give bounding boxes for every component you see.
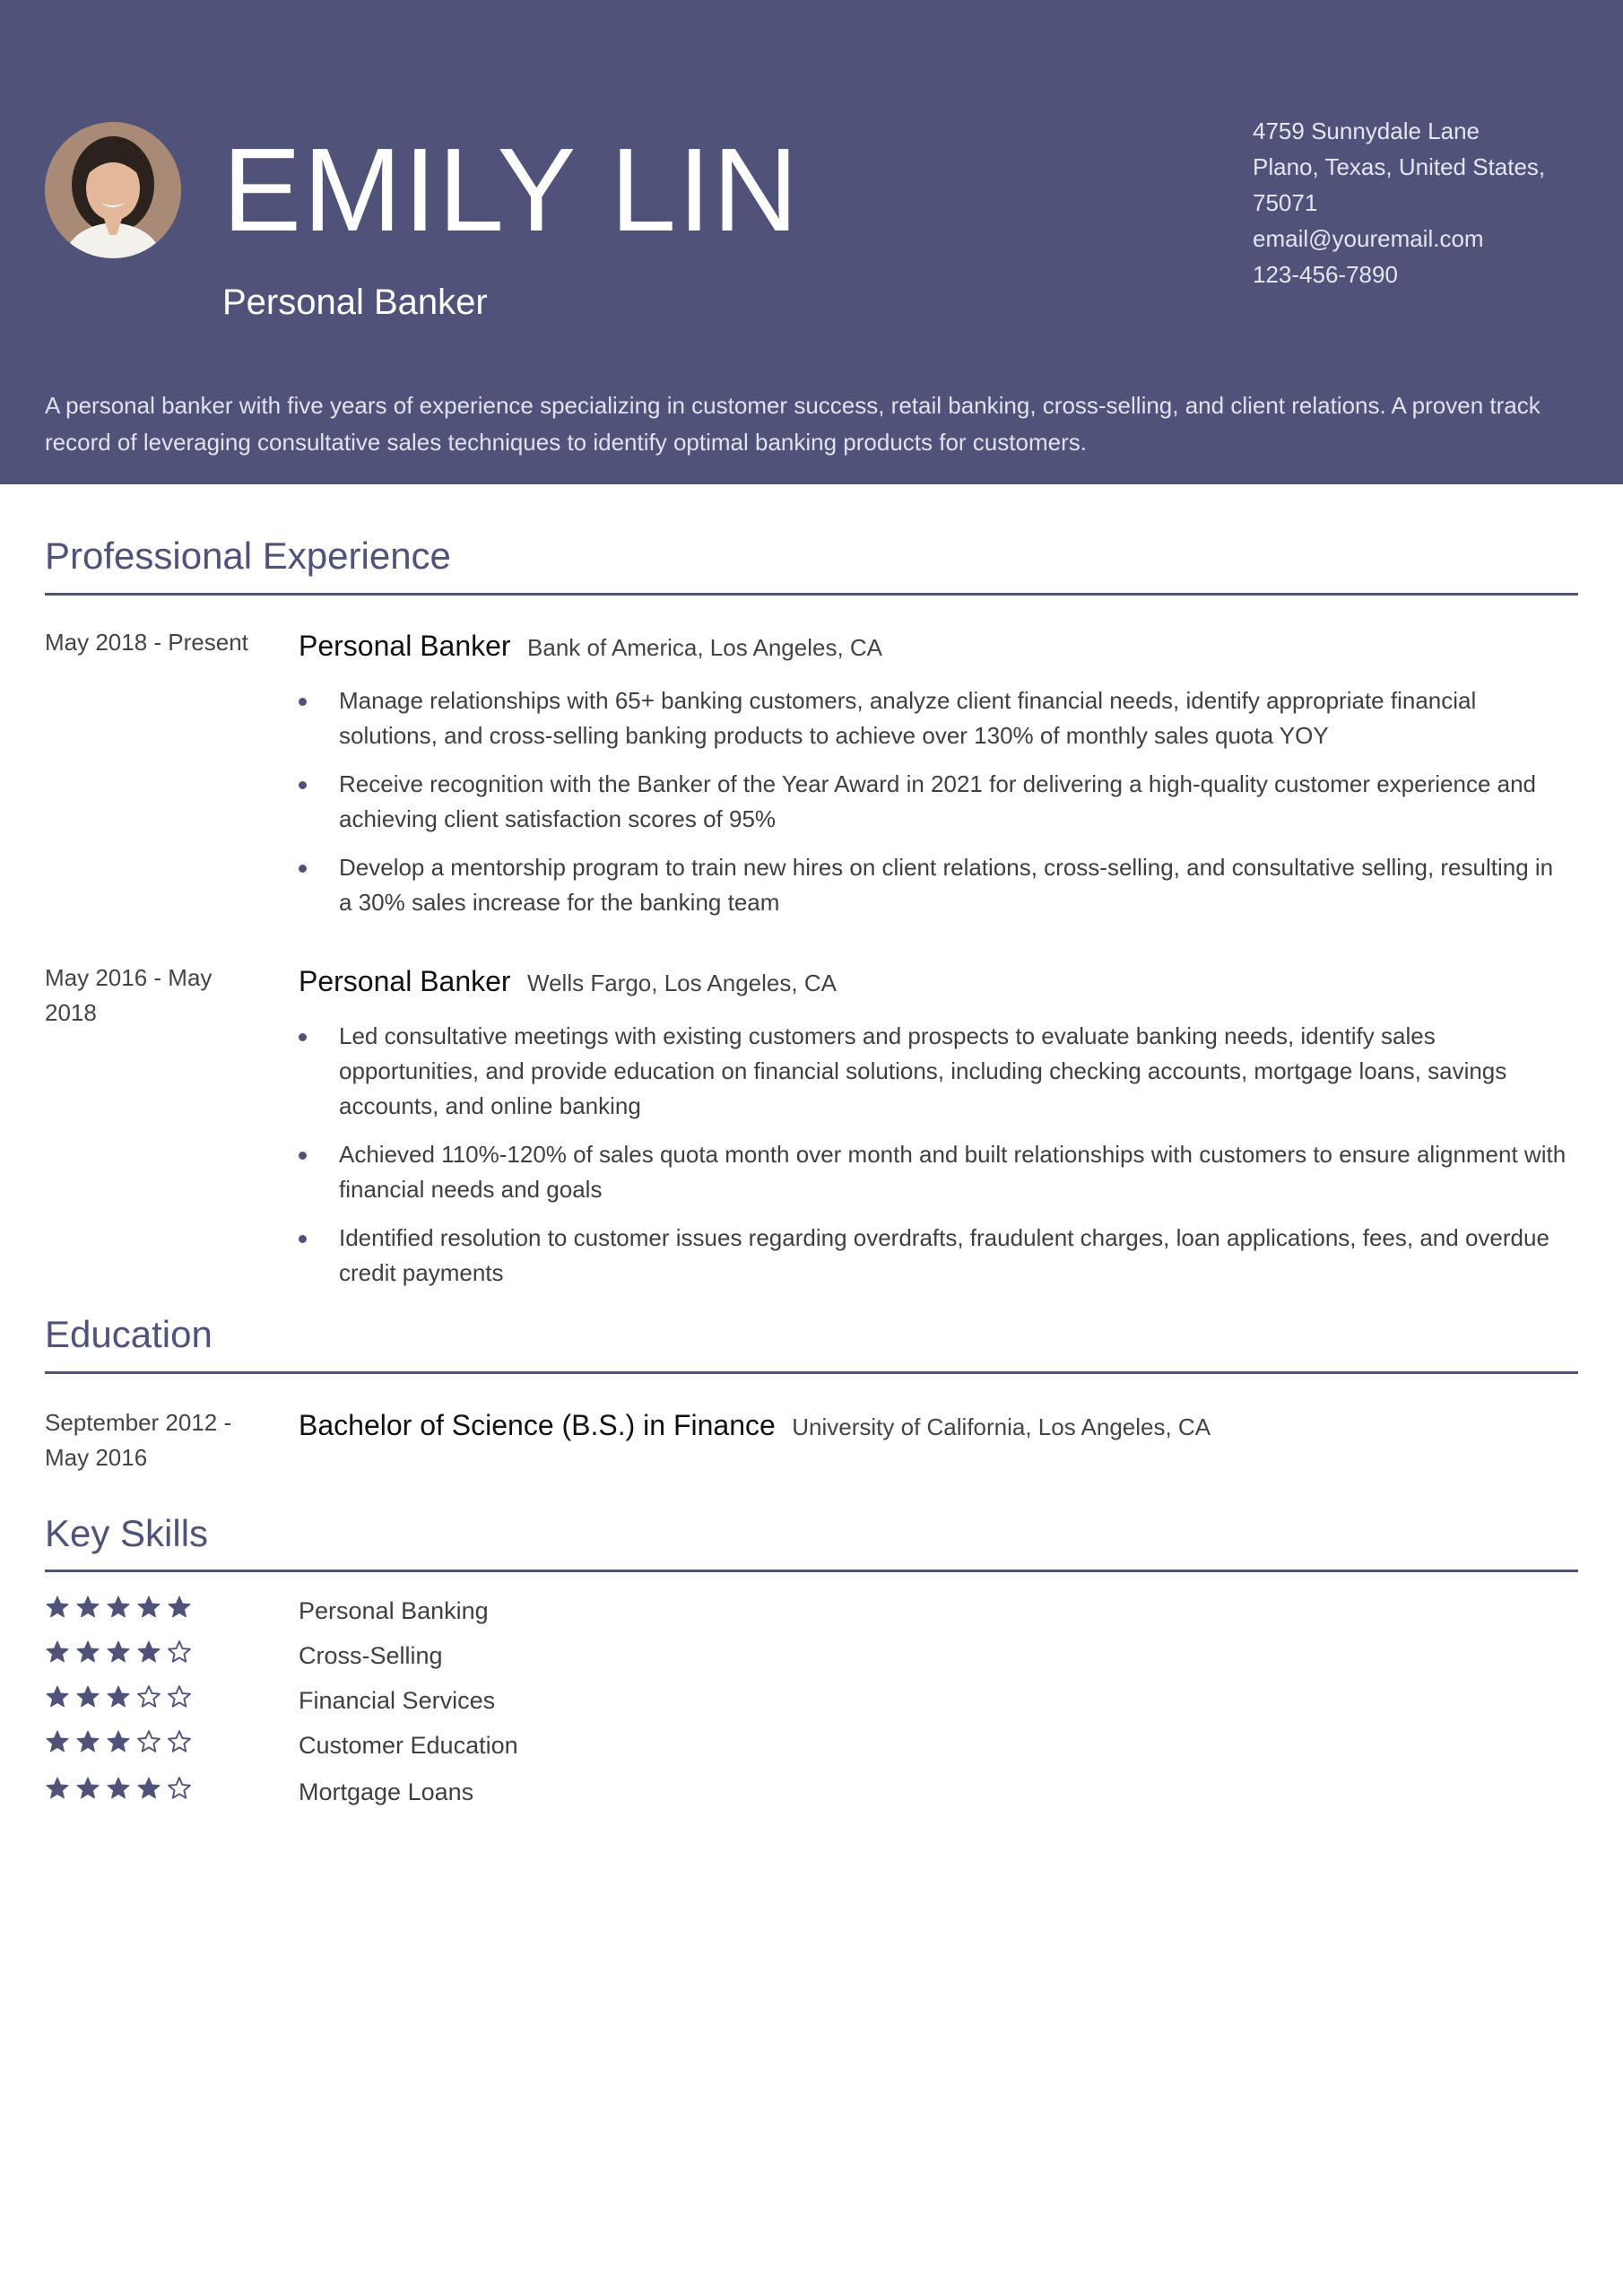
skill-rating-stars <box>45 1729 197 1754</box>
degree-title: Bachelor of Science (B.S.) in Finance <box>299 1409 776 1441</box>
star-empty-icon <box>167 1684 192 1709</box>
address-line-3: 75071 <box>1253 189 1318 216</box>
star-filled-icon <box>45 1639 70 1665</box>
skill-label: Cross-Selling <box>299 1642 443 1669</box>
email-text: email@youremail.com <box>1253 225 1484 252</box>
job-2-org: Wells Fargo, Los Angeles, CA <box>527 970 837 996</box>
star-filled-icon <box>136 1776 161 1801</box>
skill-row <box>45 1727 852 1763</box>
list-item: Led consultative meetings with existing customers and prospects to evaluate banking needs, identify sales opportunities, and provide education on financial solutions, including checking accounts, mortgage loans, savings accounts, and online banking <box>299 1019 1572 1124</box>
education-divider <box>45 1371 1578 1374</box>
candidate-name: EMILY LIN <box>222 124 801 256</box>
list-item: Identified resolution to customer issues regarding overdrafts, fraudulent charges, loan applications, fees, and overdue credit payments <box>299 1221 1572 1291</box>
skill-rating-stars <box>45 1776 197 1801</box>
resume-header <box>0 0 1623 484</box>
job-1-header <box>299 630 882 663</box>
skill-label: Customer Education <box>299 1732 518 1759</box>
star-empty-icon <box>136 1729 161 1754</box>
star-filled-icon <box>167 1595 192 1620</box>
star-filled-icon <box>136 1639 161 1665</box>
star-filled-icon <box>106 1684 131 1709</box>
education-dates-line-2: May 2016 <box>45 1444 148 1471</box>
job-2-dates: May 2016 - May 2018 <box>45 964 213 1026</box>
star-filled-icon <box>75 1776 100 1801</box>
job-1-title: Personal Banker <box>299 630 511 662</box>
skill-rating-stars <box>45 1639 197 1665</box>
skill-label: Mortgage Loans <box>299 1779 474 1805</box>
skill-label: Financial Services <box>299 1687 496 1714</box>
star-filled-icon <box>75 1595 100 1620</box>
list-item: Receive recognition with the Banker of the Year Award in 2021 for delivering a high-quality customer experience and achieving client satisfaction scores of 95% <box>299 767 1572 837</box>
experience-heading: Professional Experience <box>45 535 451 577</box>
skills-heading: Key Skills <box>45 1512 209 1554</box>
skill-row <box>45 1774 852 1810</box>
education-heading: Education <box>45 1313 213 1355</box>
star-filled-icon <box>106 1729 131 1754</box>
education-entry-header <box>299 1409 1211 1442</box>
star-filled-icon <box>75 1684 100 1709</box>
star-filled-icon <box>45 1729 70 1754</box>
job-1-org: Bank of America, Los Angeles, CA <box>527 634 883 661</box>
candidate-job-title: Personal Banker <box>222 283 488 322</box>
skill-rating-stars <box>45 1684 197 1709</box>
experience-divider <box>45 593 1578 596</box>
skill-row <box>45 1593 852 1629</box>
star-filled-icon <box>45 1776 70 1801</box>
job-1-bullets <box>299 683 1572 934</box>
job-1-dates: May 2018 - Present <box>45 629 248 656</box>
list-item: Achieved 110%-120% of sales quota month over month and built relationships with customers to ensure alignment with financial needs and goals <box>299 1137 1572 1207</box>
education-dates <box>45 1405 260 1475</box>
list-item: Develop a mentorship program to train new hires on client relations, cross-selling, and consultative selling, resulting in a 30% sales increase for the banking team <box>299 850 1572 920</box>
skill-row <box>45 1638 852 1674</box>
skill-label: Personal Banking <box>299 1597 489 1624</box>
star-filled-icon <box>45 1684 70 1709</box>
star-filled-icon <box>106 1595 131 1620</box>
star-empty-icon <box>167 1776 192 1801</box>
profile-photo <box>45 122 181 258</box>
star-empty-icon <box>136 1684 161 1709</box>
star-filled-icon <box>75 1639 100 1665</box>
contact-block <box>1253 113 1575 292</box>
summary-paragraph: A personal banker with five years of experience specializing in customer success, retail banking, cross-selling, and client relations. A proven track record of leveraging consultative sales techniques to identify optimal banking products for customers. <box>45 392 1541 456</box>
list-item: Manage relationships with 65+ banking customers, analyze client financial needs, identify appropriate financial solutions, and cross-selling banking products to achieve over 130% of monthly sales quota YOY <box>299 683 1572 753</box>
skill-row <box>45 1683 852 1718</box>
address-line-2: Plano, Texas, United States, <box>1253 153 1546 180</box>
star-filled-icon <box>106 1776 131 1801</box>
phone-text: 123-456-7890 <box>1253 261 1398 288</box>
star-filled-icon <box>75 1729 100 1754</box>
star-filled-icon <box>106 1639 131 1665</box>
star-filled-icon <box>136 1595 161 1620</box>
address-line-1: 4759 Sunnydale Lane <box>1253 117 1480 144</box>
skill-rating-stars <box>45 1595 197 1620</box>
star-empty-icon <box>167 1729 192 1754</box>
job-2-title: Personal Banker <box>299 965 511 997</box>
star-empty-icon <box>167 1639 192 1665</box>
education-dates-line-1: September 2012 - <box>45 1409 232 1436</box>
job-2-bullets <box>299 1019 1572 1304</box>
skills-divider <box>45 1570 1578 1572</box>
star-filled-icon <box>45 1595 70 1620</box>
school-name: University of California, Los Angeles, CA <box>792 1413 1211 1440</box>
job-2-header <box>299 965 837 998</box>
